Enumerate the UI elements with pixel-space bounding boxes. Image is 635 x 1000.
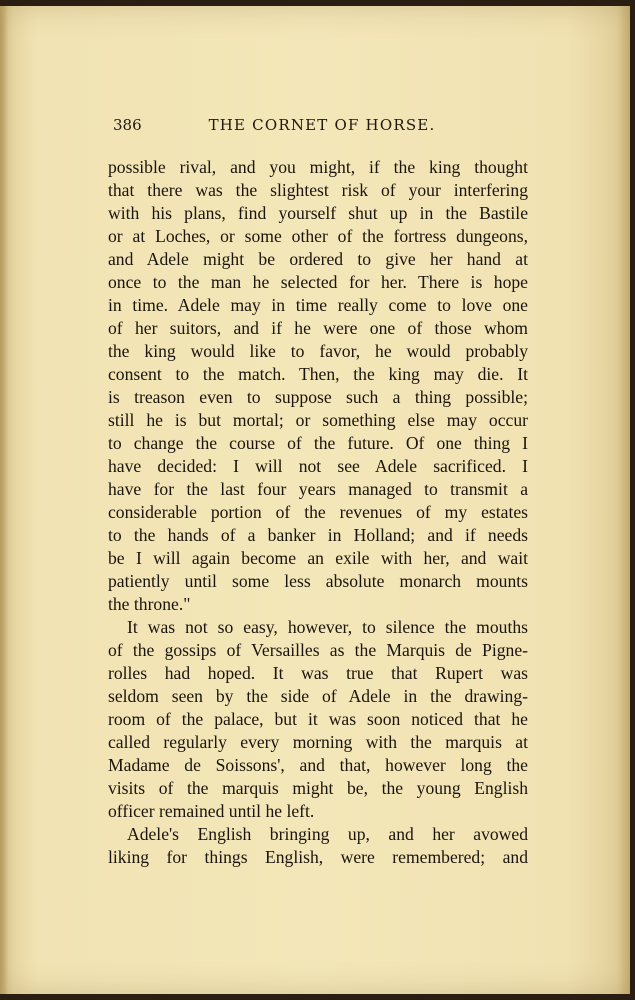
text-line: liking for things English, were remembered; and bbox=[108, 847, 528, 867]
text-line: called regularly every morning with the marquis at bbox=[108, 732, 528, 752]
body-text bbox=[108, 156, 528, 869]
text-line: officer remained until he left. bbox=[108, 801, 315, 821]
text-line: the king would like to favor, he would probably bbox=[108, 341, 528, 361]
text-line: It was not so easy, however, to silence the mouths bbox=[127, 617, 528, 637]
text-line: of her suitors, and if he were one of those whom bbox=[108, 318, 528, 338]
text-line: and Adele might be ordered to give her hand at bbox=[108, 249, 528, 269]
text-line: room of the palace, but it was soon noticed that he bbox=[108, 709, 528, 729]
text-line: of the gossips of Versailles as the Marquis de Pigne- bbox=[108, 640, 528, 660]
text-line: patiently until some less absolute monarch mounts bbox=[108, 571, 528, 591]
text-line: still he is but mortal; or something else may occur bbox=[108, 410, 528, 430]
text-line: be I will again become an exile with her, and wait bbox=[108, 548, 528, 568]
text-line: Adele's English bringing up, and her avowed bbox=[127, 824, 528, 844]
text-line: to the hands of a banker in Holland; and if needs bbox=[108, 525, 528, 545]
text-line: Madame de Soissons', and that, however long the bbox=[108, 755, 528, 775]
text-line: is treason even to suppose such a thing possible; bbox=[108, 387, 528, 407]
text-line: possible rival, and you might, if the king thought bbox=[108, 157, 528, 177]
text-line: visits of the marquis might be, the young English bbox=[108, 778, 528, 798]
text-line: or at Loches, or some other of the fortress dungeons, bbox=[108, 226, 528, 246]
text-line: once to the man he selected for her. There is hope bbox=[108, 272, 528, 292]
text-line: have for the last four years managed to transmit a bbox=[108, 479, 528, 499]
text-line: with his plans, find yourself shut up in the Bastile bbox=[108, 203, 528, 223]
text-line: to change the course of the future. Of one thing I bbox=[108, 433, 528, 453]
text-line: that there was the slightest risk of your interfering bbox=[108, 180, 528, 200]
book-page bbox=[0, 6, 630, 994]
page-header bbox=[113, 116, 531, 138]
text-line: have decided: I will not see Adele sacrificed. I bbox=[108, 456, 528, 476]
text-line: the throne." bbox=[108, 594, 191, 614]
text-line: rolles had hoped. It was true that Rupert was bbox=[108, 663, 528, 683]
text-line: in time. Adele may in time really come to love one bbox=[108, 295, 528, 315]
text-line: seldom seen by the side of Adele in the drawing- bbox=[108, 686, 528, 706]
page-number: 386 bbox=[113, 116, 142, 134]
text-line: consent to the match. Then, the king may die. It bbox=[108, 364, 528, 384]
running-title: THE CORNET OF HORSE. bbox=[208, 116, 436, 134]
page-gutter-shadow bbox=[0, 6, 8, 994]
text-line: considerable portion of the revenues of my estates bbox=[108, 502, 528, 522]
